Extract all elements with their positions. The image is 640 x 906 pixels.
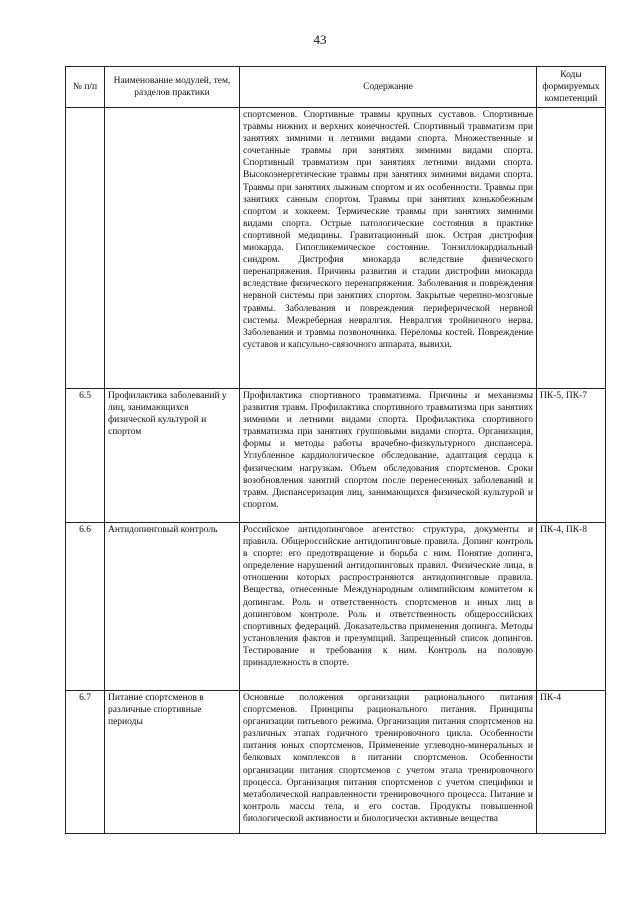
table-row [66,523,606,691]
row-content: Основные положения организации рационального питания спортсменов. Принципы рационального питания. Принципы организации питьевого режима. Организация питания спортсменов на различных этапах годичного тренировочного цикла. Особенности питания юных спортсменов. Применение углеводно-минеральных и белковых комплексов в питании спортсменов. Особенности организации питания спортсменов с учетом этапа тренировочного процесса. Организация питания спортсменов с учетом специфики и метаболической направленности тренировочного процесса. Питание и контроль массы тела, и его состав. Продукты повышенной биологической активности и биологически активные вещества [240,691,537,834]
row-codes: ПК-4 [537,691,606,834]
row-num: 6.6 [66,523,105,691]
row-name: Антидопинговый контроль [105,523,240,691]
page-number: 43 [313,32,327,47]
row-content: Профилактика спортивного травматизма. Причины и механизмы развития травм. Профилактика спортивного травматизма при занятиях зимними и летними видами спорта. Профилактика спортивного травматизма при занятиях групповыми видами спорта. Организация, формы и методы работы врачебно-физкультурного диспансера. Углубленное кардиологическое обследование, адаптация сердца к физическим нагрузкам. Объем обследования спортсменов. Сроки возобновления занятий спортом после перенесенных заболеваний и травм. Диспансеризация лиц, занимающихся физической культурой и спортом. [240,389,537,523]
row-num: 6.5 [66,389,105,523]
row-num [66,108,105,389]
row-content: спортсменов. Спортивные травмы крупных суставов. Спортивные травмы нижних и верхних конечностей. Спортивный травматизм при занятиях зимними и летними видами спорта. Множественные и сочетанные травмы при занятиях зимними видами спорта. Спортивный травматизм при занятиях летними видами спорта. Высокоэнергетические травмы при занятиях зимними видами спорта. Травмы при занятиях лыжным спортом и их особенности. Травмы при занятиях санным спортом. Травмы при занятиях конькобежным спортом и хоккеем. Термические травмы при занятиях зимними видами спорта. Острые патологические состояния в практике спортивной медицины. Гравитационный шок. Острая дистрофия миокарда. Гипогликемическое состояние. Тонзиллокардиальный синдром. Дистрофия миокарда вследствие физического перенапряжения. Причины развития и стадии дистрофии миокарда вследствие физического перенапряжения. Заболевания и повреждения нервной системы при занятиях спортом. Закрытые черепно-мозговые травмы. Заболевания и повреждения периферической нервной системы. Межреберная невралгия. Невралгия тройничного нерва. Заболевания и травмы позвоночника. Переломы костей. Повреждение суставов и капсульно-связочного аппарата, вывихи. [240,108,537,389]
table-row [66,691,606,834]
row-name: Питание спортсменов в различные спортивные периоды [105,691,240,834]
row-num: 6.7 [66,691,105,834]
row-content: Российское антидопинговое агентство: структура, документы и правила. Общероссийские антидопинговые правила. Допинг контроль в спорте: его предотвращение и борьба с ним. Понятие допинга, определение нарушений антидопинговых правил. Физические лица, в отношении которых распространяются антидопинговые правила. Вещества, отнесенные Международным олимпийским комитетом к допингам. Роль и ответственность спортсменов и иных лиц в допинговом контроле. Роль и ответственность общероссийских спортивных федераций. Доказательства применения допинга. Методы установления фактов и презумпций. Запрещенный список допингов. Тестирование и требования к ним. Контроль на половую принадлежность в спорте. [240,523,537,691]
header-codes: Коды формируемых компетенций [537,67,606,108]
row-name [105,108,240,389]
header-name: Наименование модулей, тем, разделов практики [105,67,240,108]
table-row [66,108,606,389]
header-num: № п/п [66,67,105,108]
table-row [66,389,606,523]
row-codes: ПК-5, ПК-7 [537,389,606,523]
row-codes: ПК-4, ПК-8 [537,523,606,691]
header-content: Содержание [240,67,537,108]
row-name: Профилактика заболеваний у лиц, занимающихся физической культурой и спортом [105,389,240,523]
table-header-row [66,67,606,108]
curriculum-table [65,66,606,834]
row-codes [537,108,606,389]
